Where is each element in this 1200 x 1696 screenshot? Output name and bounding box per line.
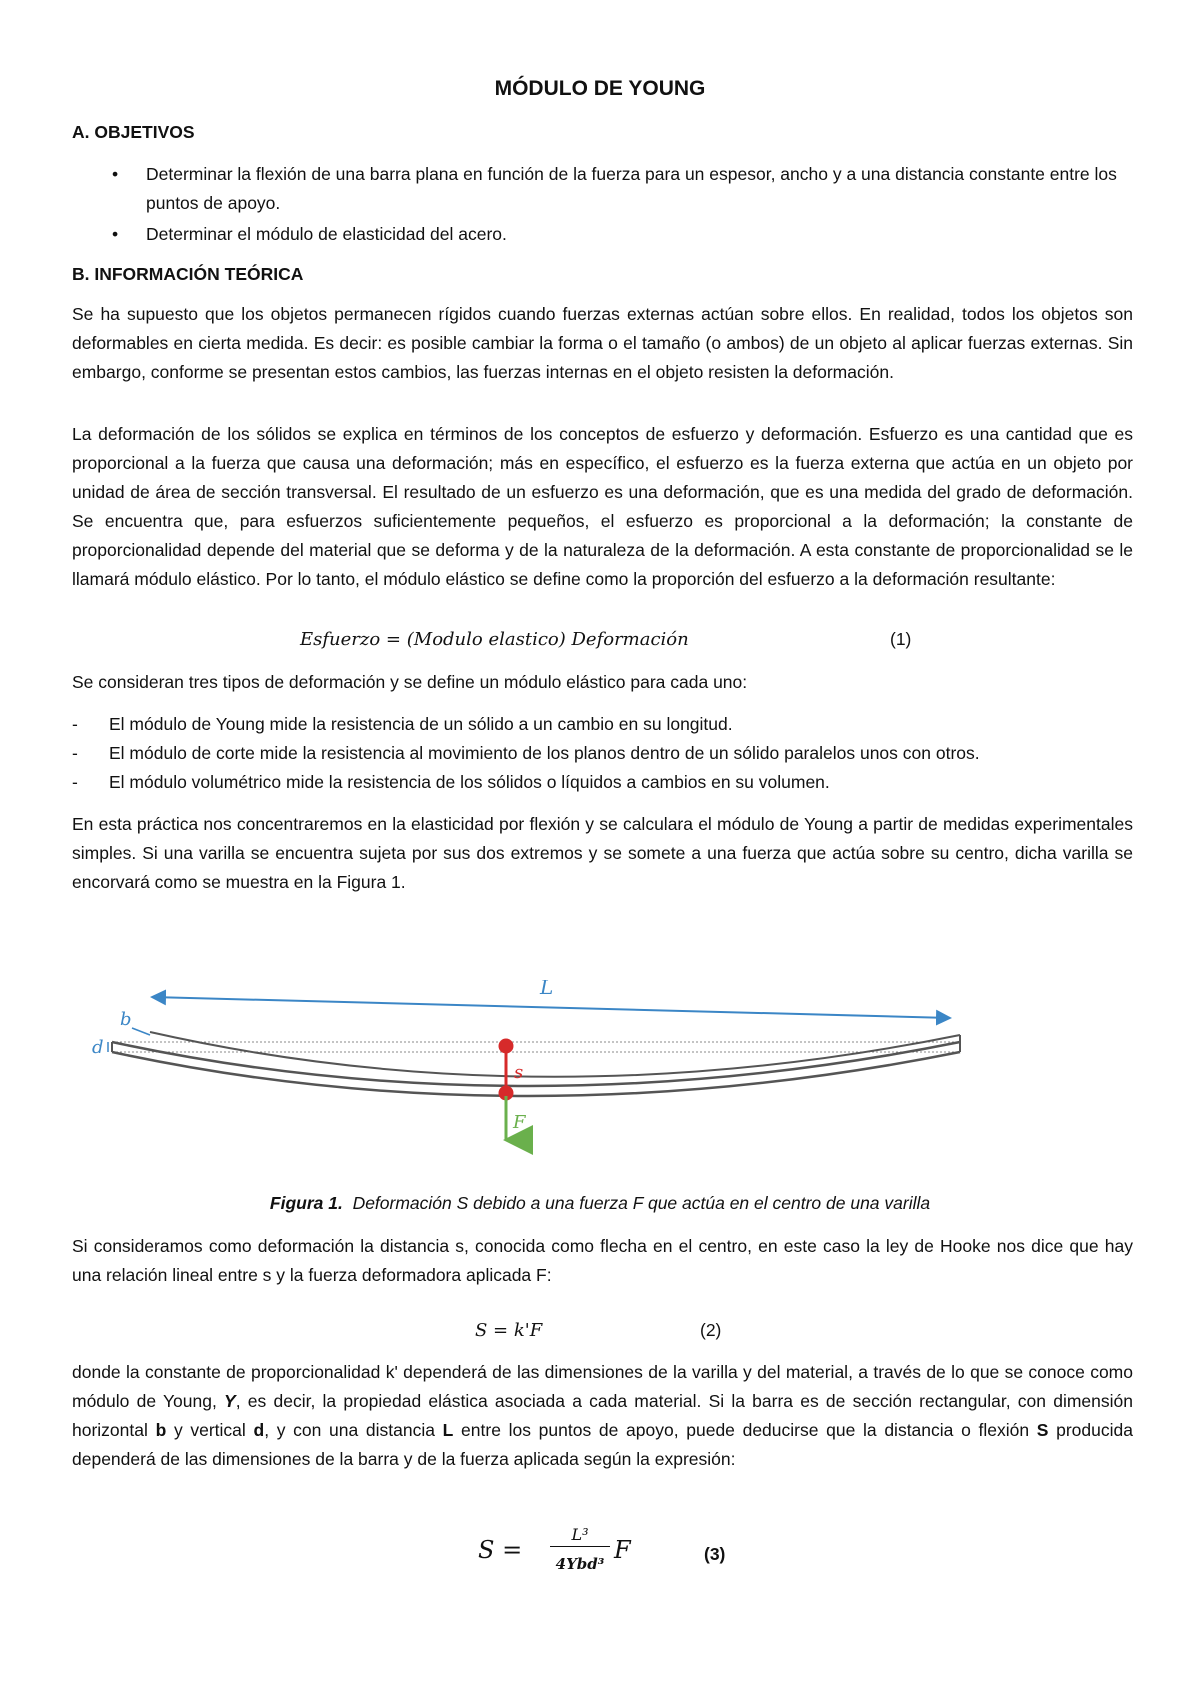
- objective-text: Determinar la flexión de una barra plana en función de la fuerza para un espesor, ancho y a una distancia constante entre los puntos de apoyo.: [146, 164, 1117, 213]
- p6-text-c: y vertical: [166, 1420, 254, 1440]
- bullet-icon: •: [112, 164, 119, 184]
- section-b-heading: B. INFORMACIÓN TEÓRICA: [72, 264, 304, 284]
- paragraph-3: Se consideran tres tipos de deformación y se define un módulo elástico para cada uno:: [72, 672, 748, 692]
- dash-marker: -: [72, 743, 78, 763]
- p6-text-d: , y con una distancia: [264, 1420, 443, 1440]
- list-item-text: El módulo de corte mide la resistencia al movimiento de los planos dentro de un sólido paralelos unos con otros.: [109, 743, 980, 763]
- paragraph-6: [72, 1358, 1133, 1474]
- p6-text-f: producida dependerá de las dimensiones de la barra y de la fuerza aplicada según la expresión:: [72, 1420, 1133, 1469]
- list-item: [72, 768, 1133, 797]
- bar-bottom-curve: [112, 1052, 960, 1096]
- section-a-heading: A. OBJETIVOS: [72, 122, 195, 142]
- equation-1-number: (1): [890, 629, 912, 649]
- eq3-rhs: F: [614, 1536, 631, 1564]
- paragraph-2: La deformación de los sólidos se explica en términos de los conceptos de esfuerzo y deformación. Esfuerzo es una cantidad que es proporcional a la fuerza que causa una deformación; más en específico, el esfuerzo es la fuerza externa que actúa en un objeto por unidad de área de sección transversal. El resultado de un esfuerzo es una deformación, que es una medida del grado de deformación. Se encuentra que, para esfuerzos suficientemente pequeños, el esfuerzo es proporcional a la deformación; la constante de proporcionalidad depende del material que se deforma y de la naturaleza de la deformación. A esta constante de proporcionalidad se le llamará módulo elástico. Por lo tanto, el módulo elástico se define como la proporción del esfuerzo a la deformación resultante:: [72, 424, 1133, 589]
- p6-text-e: entre los puntos de apoyo, puede deducirse que la distancia o flexión: [453, 1420, 1037, 1440]
- objectives-list: [72, 160, 1133, 251]
- label-F: F: [513, 1112, 526, 1133]
- b-leader: [132, 1028, 150, 1035]
- eq3-lhs: S =: [478, 1536, 523, 1564]
- list-item-text: El módulo volumétrico mide la resistencia de los sólidos o líquidos a cambios en su volumen.: [109, 772, 830, 792]
- figure-1-bending-bar: [80, 980, 1040, 1180]
- label-b: b: [120, 1009, 132, 1030]
- list-item: [72, 739, 1133, 768]
- var-d: d: [253, 1420, 265, 1440]
- list-item: [72, 160, 1133, 218]
- paragraph-5: Si consideramos como deformación la distancia s, conocida como flecha en el centro, en este caso la ley de Hooke nos dice que hay una relación lineal entre s y la fuerza deformadora aplicada F:: [72, 1236, 1133, 1285]
- p6-text-a: donde la constante de proporcionalidad k' dependerá de las dimensiones de la varilla y del material, a través de lo que se conoce como módulo de Young,: [72, 1362, 1133, 1411]
- paragraph-4: En esta práctica nos concentraremos en la elasticidad por flexión y se calculara el módulo de Young a partir de medidas experimentales simples. Si una varilla se encuentra sujeta por sus dos extremos y se somete a una fuerza que actúa sobre su centro, dicha varilla se encorvará como se muestra en la Figura 1.: [72, 814, 1133, 892]
- young-symbol: Y: [224, 1391, 236, 1411]
- equation-3-number: (3): [704, 1544, 726, 1564]
- var-b: b: [155, 1420, 167, 1440]
- eq3-numerator: L³: [571, 1525, 589, 1544]
- caption-label: Figura 1.: [269, 1193, 343, 1213]
- label-L: L: [540, 980, 554, 999]
- objective-text: Determinar el módulo de elasticidad del acero.: [146, 224, 507, 244]
- caption-text: Deformación S debido a una fuerza F que actúa en el centro de una varilla: [352, 1193, 931, 1213]
- dash-marker: -: [72, 714, 78, 734]
- dash-marker: -: [72, 772, 78, 792]
- eq3-denominator: 4Ybd³: [555, 1555, 605, 1573]
- p6-text-b: , es decir, la propiedad elástica asociada a cada material. Si la barra es de sección rectangular, con dimensión horizontal: [72, 1391, 1133, 1440]
- eq3-fraction-bar: [550, 1546, 610, 1547]
- figure-1-caption: [0, 1189, 1200, 1218]
- list-item-text: El módulo de Young mide la resistencia de un sólido a un cambio en su longitud.: [109, 714, 733, 734]
- var-L: L: [442, 1420, 454, 1440]
- list-item: [72, 710, 1133, 739]
- modulus-list: [72, 710, 1133, 797]
- equation-2: S = k'F: [475, 1320, 543, 1341]
- list-item: [72, 220, 1133, 249]
- equation-2-number: (2): [700, 1320, 722, 1340]
- paragraph-1: Se ha supuesto que los objetos permanecen rígidos cuando fuerzas externas actúan sobre ellos. En realidad, todos los objetos son deformables en cierta medida. Es decir: es posible cambiar la forma o el tamaño (o ambos) de un objeto al aplicar fuerzas externas. Sin embargo, conforme se presentan estos cambios, las fuerzas internas en el objeto resisten la deformación.: [72, 304, 1133, 382]
- equation-1: Esfuerzo = (Modulo elastico) Deformación: [300, 629, 689, 650]
- page-title: MÓDULO DE YOUNG: [494, 77, 706, 100]
- bullet-icon: •: [112, 224, 119, 244]
- var-S: S: [1036, 1420, 1049, 1440]
- equation-3: [478, 1520, 678, 1580]
- label-s: s: [514, 1062, 524, 1083]
- label-d: d: [92, 1037, 104, 1058]
- bar-middle-curve: [112, 1042, 960, 1086]
- length-dimension-line: [152, 997, 950, 1018]
